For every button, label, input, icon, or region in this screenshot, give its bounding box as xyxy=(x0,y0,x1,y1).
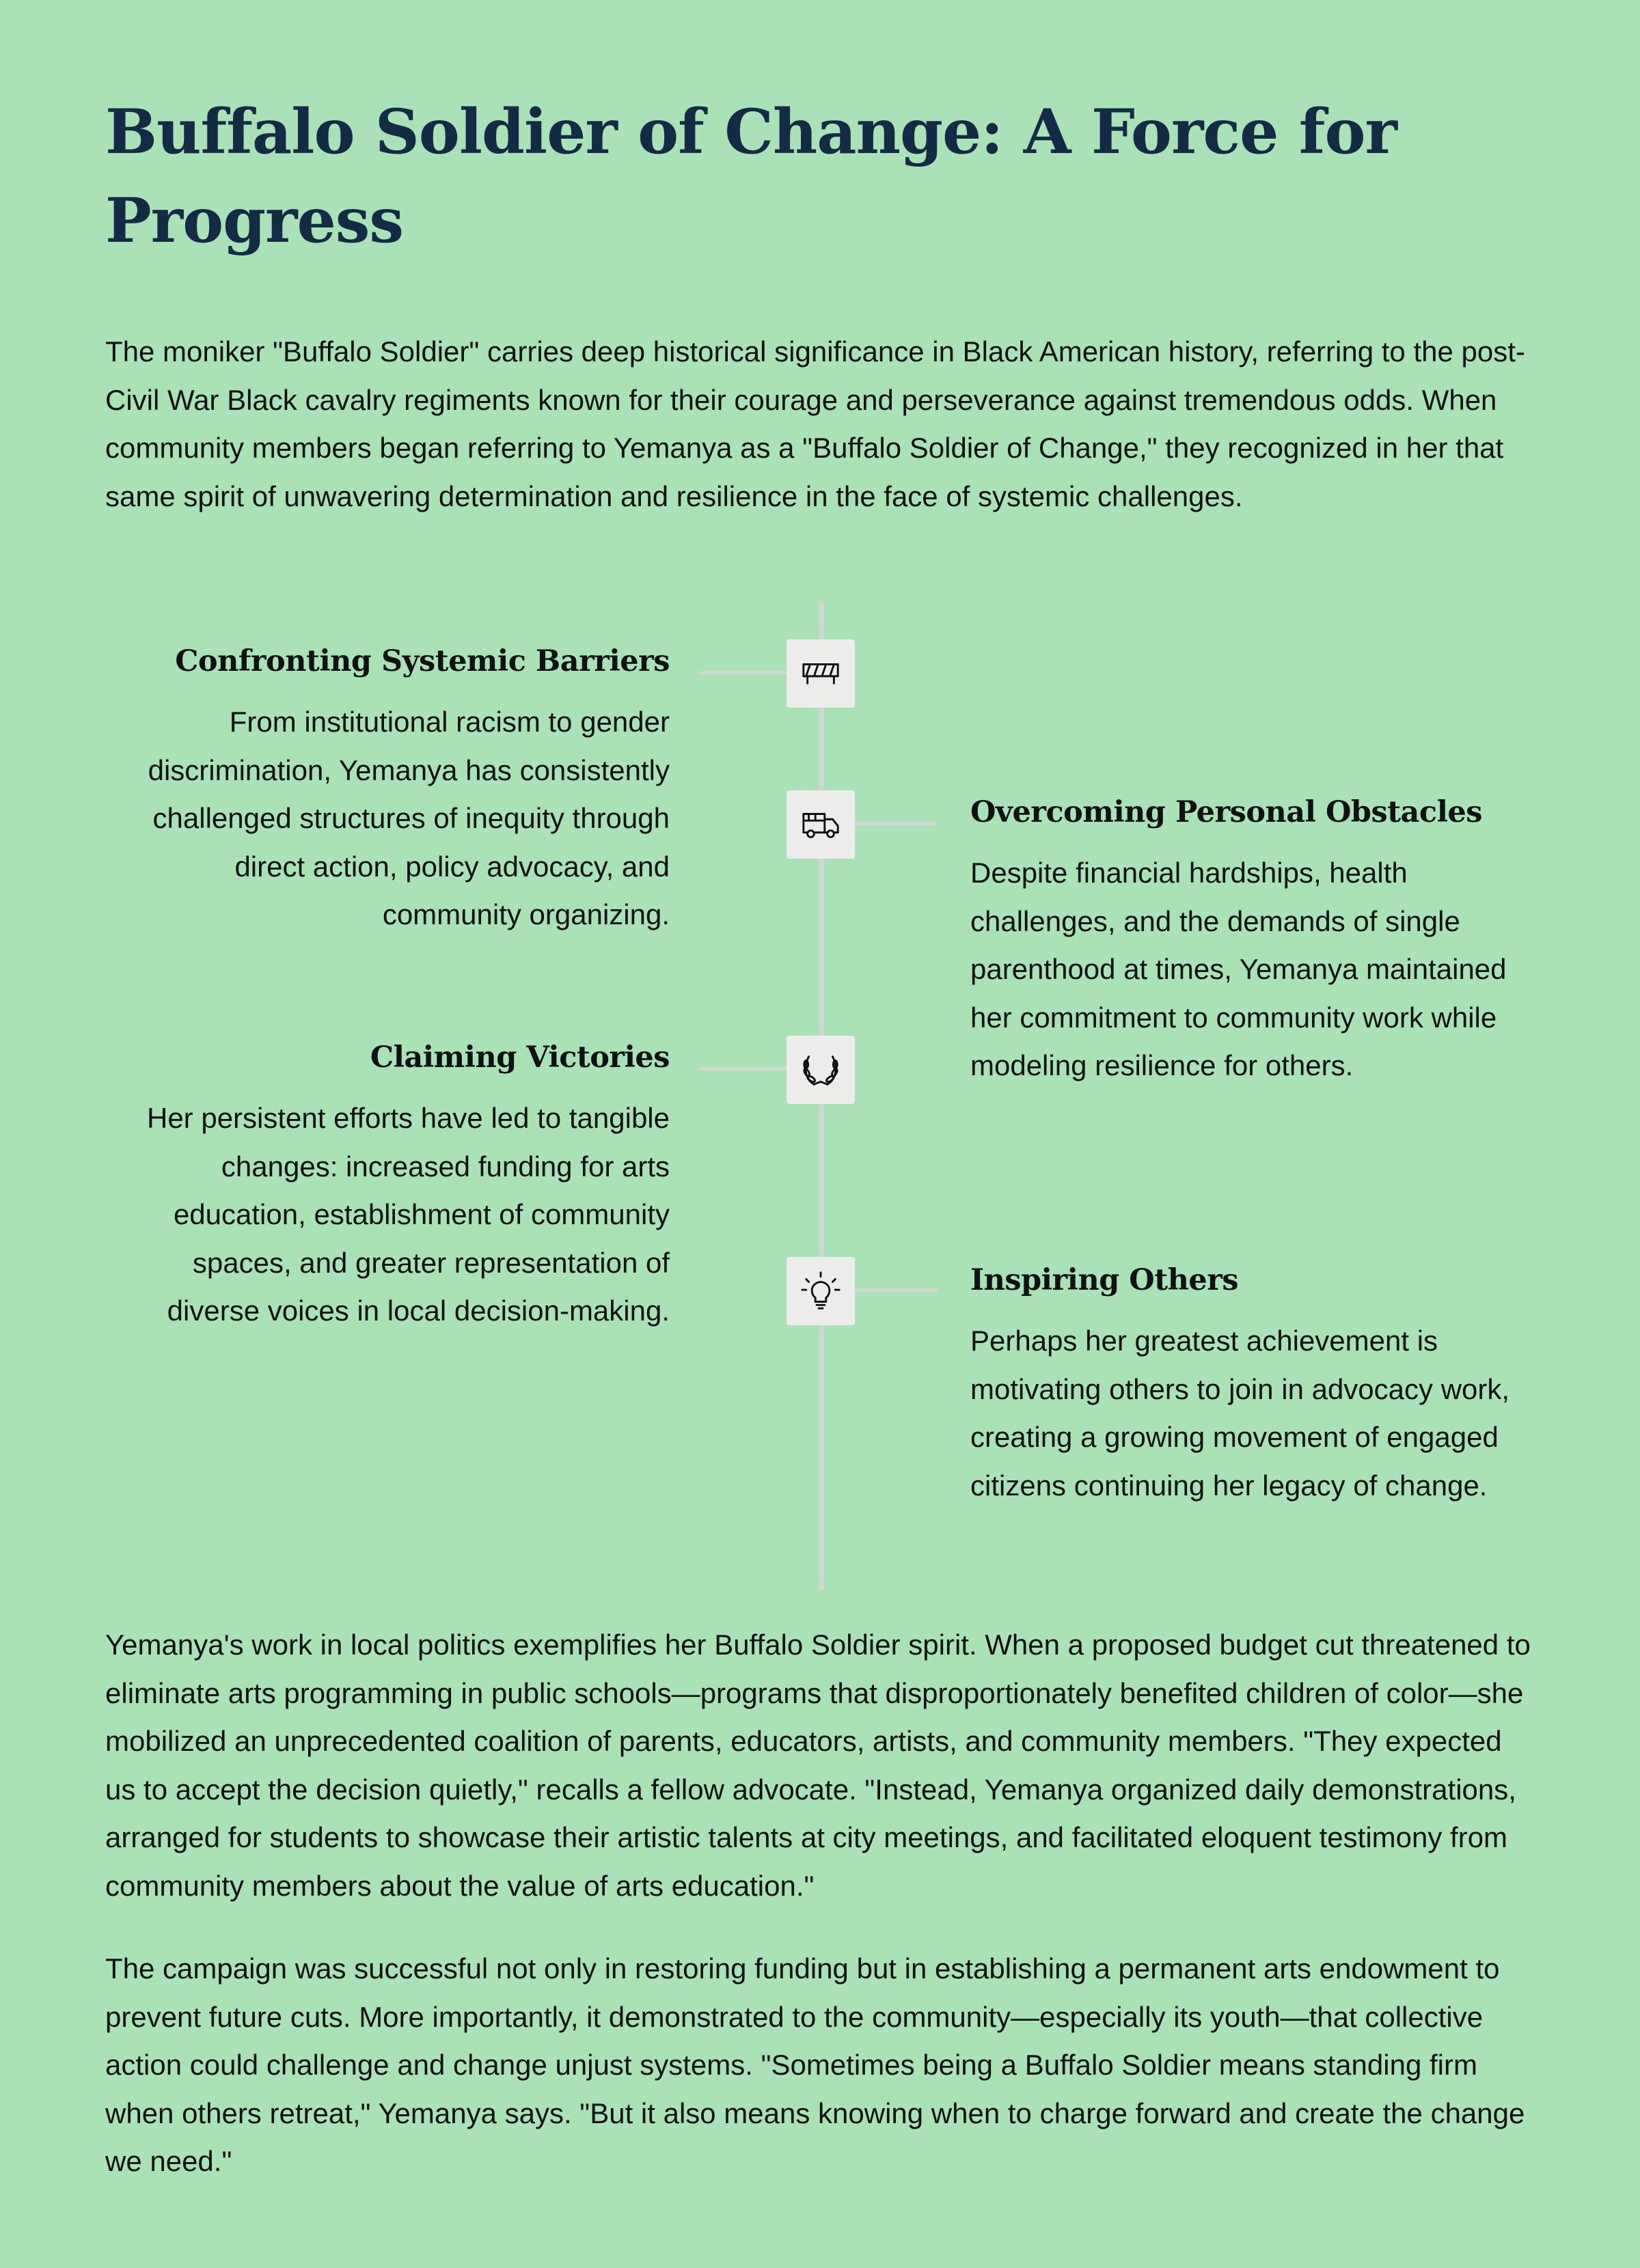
timeline-marker-1 xyxy=(787,639,855,708)
timeline-marker-4 xyxy=(787,1257,855,1325)
timeline-item-text: Perhaps her greatest achievement is motivating others to join in advocacy work, creating a growing movement of engaged citizens continuing her legacy of change. xyxy=(970,1325,1510,1502)
timeline-item xyxy=(105,641,670,939)
timeline-connector xyxy=(700,671,789,674)
intro-paragraph: The moniker "Buffalo Soldier" carries deep historical significance in Black American history, referring to the post-Civil War Black cavalry regiments known for their courage and perseverance against tremendous odds. When community members began referring to Yemanya as a "Buffalo Soldier of Change," they recognized in her that same spirit of unwavering determination and resilience in the face of systemic challenges. xyxy=(105,335,1525,512)
lightbulb-icon xyxy=(800,1270,842,1312)
body-paragraph: The campaign was successful not only in restoring funding but in establishing a permanent arts endowment to prevent future cuts. More importantly, it demonstrated to the community—especially its youth—that collective action could challenge and change unjust systems. "Sometimes being a Buffalo Soldier means standing firm when others retreat," Yemanya says. "But it also means knowing when to charge forward and create the change we need." xyxy=(105,1952,1525,2177)
timeline-item-text: Despite financial hardships, health challenges, and the demands of single parenthood at times, Yemanya maintained her commitment to community work while modeling resilience for others. xyxy=(970,857,1507,1081)
timeline-item-heading: Inspiring Others xyxy=(970,1263,1239,1297)
body-paragraph: Yemanya's work in local politics exemplifies her Buffalo Soldier spirit. When a proposed budget cut threatened to eliminate arts programming in public schools—programs that disproportionately benefited children of color—she mobilized an unprecedented coalition of parents, educators, artists, and community members. "They expected us to accept the decision quietly," recalls a fellow advocate. "Instead, Yemanya organized daily demonstrations, arranged for students to showcase their artistic talents at city meetings, and facilitated eloquent testimony from community members about the value of arts education." xyxy=(105,1629,1531,1902)
page-title: Buffalo Soldier of Change: A Force for Progress xyxy=(105,96,1397,257)
timeline-item-heading: Claiming Victories xyxy=(370,1040,670,1075)
timeline-item xyxy=(970,792,1535,1090)
truck-icon xyxy=(800,803,842,846)
timeline xyxy=(105,601,1533,1592)
timeline-item xyxy=(970,1260,1535,1510)
timeline-item-heading: Overcoming Personal Obstacles xyxy=(970,795,1483,829)
timeline-item-text: Her persistent efforts have led to tangible changes: increased funding for arts education, establishment of community spaces, and greater representation of diverse voices in local decision-making. xyxy=(146,1102,670,1327)
timeline-item-text: From institutional racism to gender discrimination, Yemanya has consistently challenged structures of inequity through direct action, policy advocacy, and community organizing. xyxy=(148,706,670,930)
timeline-marker-3 xyxy=(787,1036,855,1104)
barrier-icon xyxy=(800,652,842,695)
timeline-item xyxy=(105,1037,670,1336)
timeline-marker-2 xyxy=(787,790,855,859)
laurel-icon xyxy=(800,1049,842,1091)
timeline-connector xyxy=(853,1288,938,1292)
timeline-connector xyxy=(700,1067,789,1070)
timeline-connector xyxy=(853,822,938,825)
timeline-item-heading: Confronting Systemic Barriers xyxy=(175,644,670,678)
